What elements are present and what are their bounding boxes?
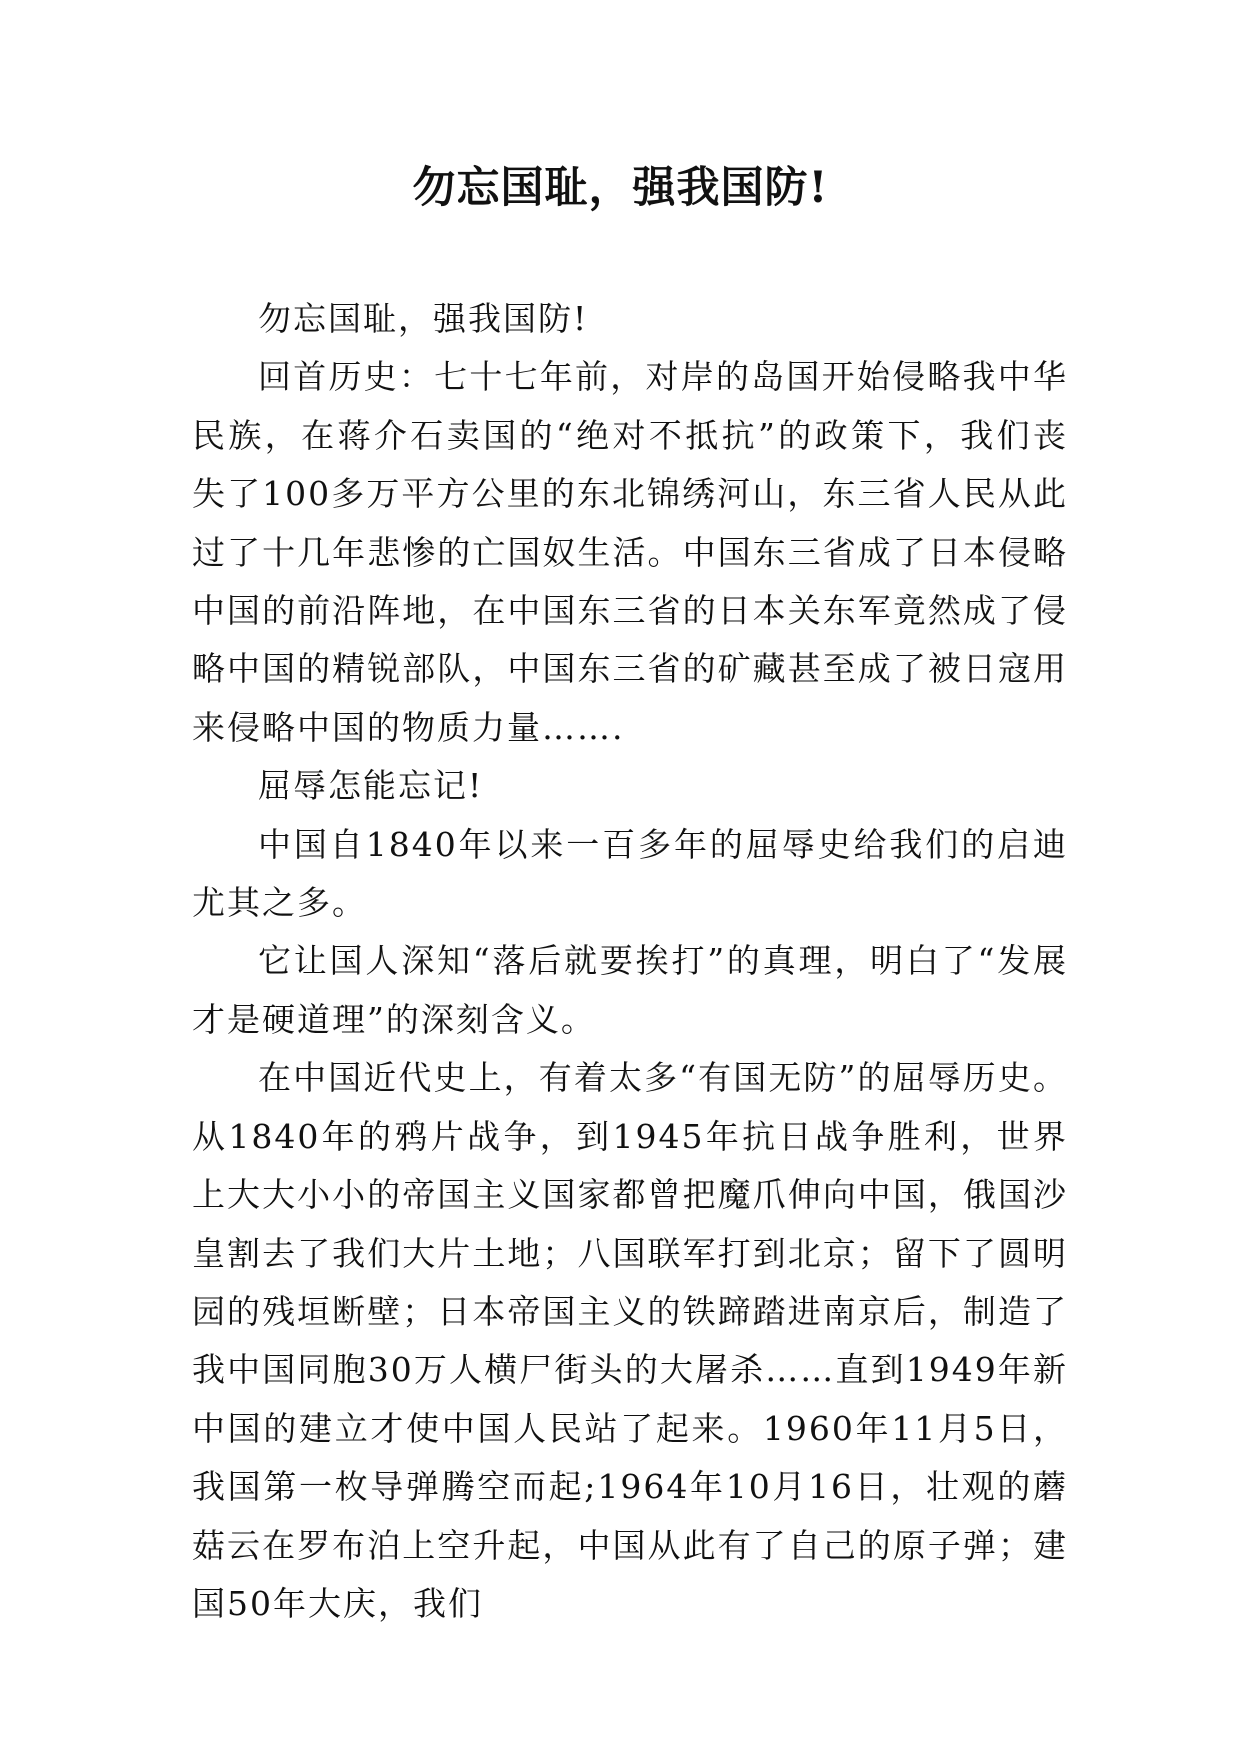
paragraph: 中国自1840年以来一百多年的屈辱史给我们的启迪尤其之多。	[192, 824, 1068, 923]
paragraph: 勿忘国耻，强我国防!	[258, 299, 589, 338]
paragraph: 屈辱怎能忘记!	[258, 766, 484, 806]
paragraph: 在中国近代史上，有着太多“有国无防”的屈辱历史。从1840年的鸦片战争，到1945年抗日战争胜利，世界上大大小小的帝国主义国家都曾把魔爪伸向中国，俄国沙皇割去了我们大片土地；八国联军打到北京；留下了圆明园的残垣断壁；日本帝国主义的铁蹄踏进南京后，制造了我中国同胞30万人横尸街头的大屠杀……直到1949年新中国的建立才使中国人民站了起来。1960年11月5日，我国第一枚导弹腾空而起;1964年10月16日，壮观的蘑菇云在罗布泊上空升起，中国从此有了自己的原子弹；建国50年大庆，我们	[192, 1058, 1068, 1623]
document-title: 勿忘国耻，强我国防!	[412, 163, 829, 213]
paragraph: 它让国人深知“落后就要挨打”的真理，明白了“发展才是硬道理”的深刻含义。	[192, 941, 1068, 1039]
document-body	[192, 290, 1068, 1633]
paragraph: 回首历史：七十七年前，对岸的岛国开始侵略我中华民族，在蒋介石卖国的“绝对不抵抗”的政策下，我们丧失了100多万平方公里的东北锦绣河山，东三省人民从此过了十几年悲惨的亡国奴生活。中国东三省成了日本侵略中国的前沿阵地，在中国东三省的日本关东军竟然成了侵略中国的精锐部队，中国东三省的矿藏甚至成了被日寇用来侵略中国的物质力量…….	[192, 357, 1068, 747]
